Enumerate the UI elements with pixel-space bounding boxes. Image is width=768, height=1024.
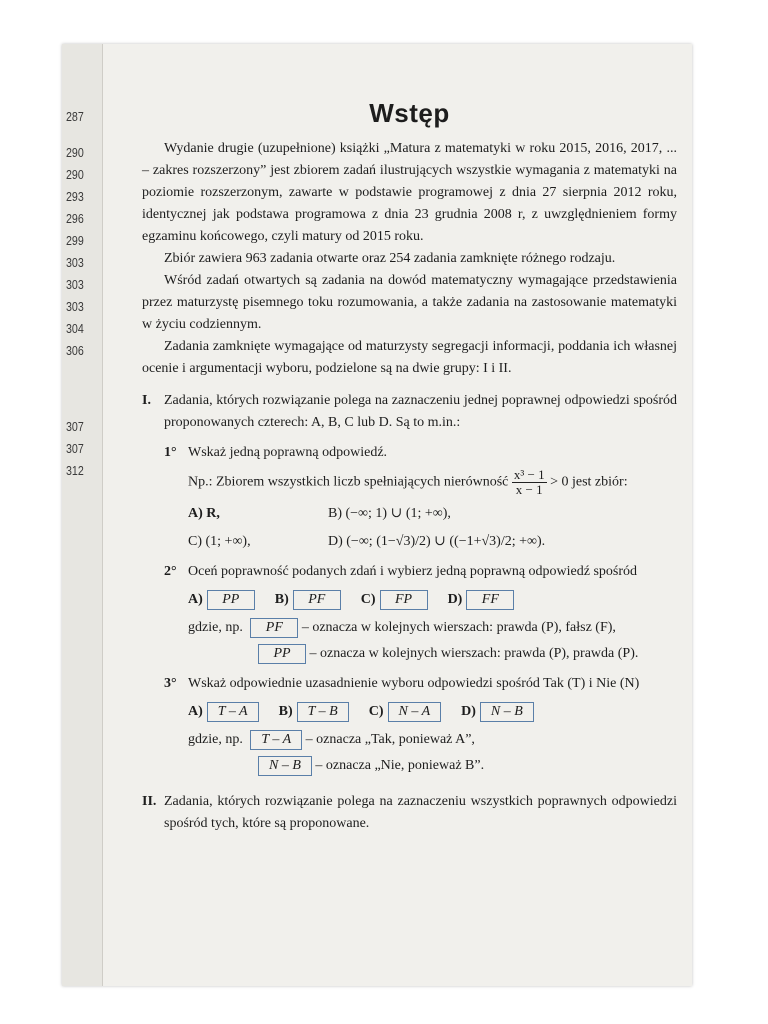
subsection-title: Wskaż jedną poprawną odpowiedź. (188, 445, 388, 460)
option-d (448, 589, 515, 611)
legend-line (254, 643, 677, 665)
page-number: 303 (66, 255, 84, 270)
subsection-2 (164, 561, 677, 665)
page-number: 306 (66, 343, 84, 358)
page-number: 312 (66, 463, 84, 478)
answer-b: B) (−∞; 1) ∪ (1; +∞), (328, 506, 451, 521)
option-c (369, 701, 441, 723)
answer-options (188, 589, 677, 611)
fraction-denominator: x − 1 (515, 482, 543, 497)
option-b (279, 701, 349, 723)
option-box: FF (466, 590, 514, 610)
page-number: 307 (66, 441, 84, 456)
legend-box: T – A (250, 730, 302, 750)
option-a (188, 589, 255, 611)
subsection-title: Oceń poprawność podanych zdań i wybierz jedną poprawną odpowiedź spośród (188, 564, 638, 579)
answer-options (188, 701, 677, 723)
page-number: 307 (66, 419, 84, 434)
option-b (275, 589, 341, 611)
subsection-number: 2° (164, 564, 177, 579)
page-number: 293 (66, 189, 84, 204)
subsection-title: Wskaż odpowiednie uzasadnienie wyboru odpowiedzi spośród Tak (T) i Nie (N) (188, 676, 640, 691)
option-box: N – B (480, 702, 534, 722)
page-title: Wstęp (369, 98, 450, 128)
option-letter: A) (188, 704, 203, 719)
option-box: FP (380, 590, 428, 610)
option-letter: C) (360, 592, 376, 607)
option-box: PF (293, 590, 341, 610)
option-box: T – B (297, 702, 349, 722)
legend-box: PP (258, 644, 306, 664)
option-d (461, 701, 534, 723)
subsection-1 (164, 442, 677, 553)
legend-line (188, 617, 677, 639)
page-number: 290 (66, 167, 84, 182)
example-line (188, 468, 677, 497)
intro-paragraph: Zadania zamknięte wymagające od maturzysty segregacji informacji, poddania ich własnej ocenie i argumentacji wyboru, podzielone są na dwie grupy: I i II. (142, 339, 677, 376)
subsection-number: 3° (164, 676, 177, 691)
inequality-text: > 0 jest zbiór: (550, 474, 628, 490)
option-box: T – A (207, 702, 259, 722)
option-letter: D) (461, 704, 476, 719)
legend-text: – oznacza „Nie, ponieważ B”. (315, 758, 485, 773)
option-letter: B) (278, 704, 293, 719)
legend-text: – oznacza „Tak, ponieważ A”, (305, 732, 475, 747)
legend-box: PF (250, 618, 298, 638)
section-one (142, 390, 677, 434)
section-text: Zadania, których rozwiązanie polega na zaznaczeniu jednej poprawnej odpowiedzi spośród proponowanych czterech: A, B, C lub D. Są to m.in.: (164, 393, 677, 430)
option-letter: C) (368, 704, 384, 719)
section-number: II. (142, 794, 157, 809)
example-text: Np.: Zbiorem wszystkich liczb spełniających nierówność (188, 474, 509, 490)
page-number: 290 (66, 145, 84, 160)
page-number: 299 (66, 233, 84, 248)
legend-prefix: gdzie, np. (188, 732, 243, 747)
answer-d: D) (−∞; (1−√3)/2) ∪ ((−1+√3)/2; +∞). (328, 534, 546, 549)
fraction (512, 468, 547, 497)
section-text: Zadania, których rozwiązanie polega na zaznaczeniu wszystkich poprawnych odpowiedzi spośród tych, które są proponowane. (164, 794, 677, 831)
legend-line (254, 755, 677, 777)
page-number: 304 (66, 321, 84, 336)
option-letter: B) (274, 592, 289, 607)
subsection-3 (164, 673, 677, 777)
option-box: PP (207, 590, 255, 610)
subsection-number: 1° (164, 445, 177, 460)
legend-text: – oznacza w kolejnych wierszach: prawda (P), fałsz (F), (301, 620, 616, 635)
page-number: 303 (66, 299, 84, 314)
option-letter: D) (447, 592, 463, 607)
intro-paragraph: Wydanie drugie (uzupełnione) książki „Matura z matematyki w roku 2015, 2016, 2017, ... – zakres rozszerzony” jest zbiorem zadań ilustrujących wszystkie wymagania z matematyki na poziomie rozszerzonym, zawarte w podstawie programowej z dnia 27 sierpnia 2012 roku, identycznej jak podstawa programowa z dnia 23 grudnia 2008 r, z uwzględnieniem formy egzaminu końcowego, czyli matury od 2015 roku. (142, 141, 677, 244)
previous-page-edge (62, 44, 103, 986)
intro-paragraph: Wśród zadań otwartych są zadania na dowód matematyczny wymagające przedstawienia przez maturzystę pisemnego toku rozumowania, a także zadania na zastosowanie matematyki w życiu codziennym. (142, 273, 677, 332)
book-page (62, 44, 692, 986)
page-number: 303 (66, 277, 84, 292)
section-two (142, 791, 677, 835)
option-c (361, 589, 428, 611)
page-number: 296 (66, 211, 84, 226)
answer-row (188, 503, 677, 525)
legend-text: – oznacza w kolejnych wierszach: prawda (P), prawda (P). (309, 646, 639, 661)
page-number-column (66, 106, 84, 482)
answer-row (188, 531, 677, 553)
option-letter: A) (188, 592, 203, 607)
legend-prefix: gdzie, np. (188, 620, 243, 635)
fraction-numerator: x³ − 1 (513, 467, 545, 482)
option-a (188, 701, 259, 723)
page-number: 287 (66, 109, 84, 124)
option-box: N – A (388, 702, 442, 722)
intro-paragraph: Zbiór zawiera 963 zadania otwarte oraz 254 zadania zamknięte różnego rodzaju. (164, 251, 616, 266)
page-content (142, 98, 677, 835)
legend-box: N – B (258, 756, 312, 776)
answer-c: C) (1; +∞), (188, 534, 251, 549)
legend-line (188, 729, 677, 751)
section-number: I. (142, 393, 151, 408)
answer-a: A) R, (188, 506, 220, 521)
